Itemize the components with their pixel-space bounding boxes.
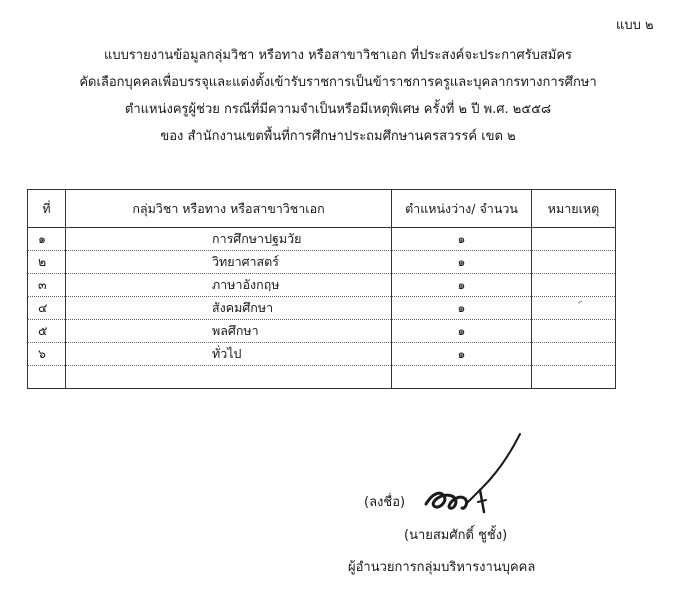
row-count: ๑ [392, 343, 532, 366]
row-subject: สังคมศึกษา [66, 297, 392, 320]
header-line-4: ของ สำนักงานเขตพื้นที่การศึกษาประถมศึกษานครสวรรค์ เขต ๒ [160, 129, 516, 144]
table-row [28, 274, 616, 297]
header-idx: ที่ [28, 190, 66, 228]
row-note [532, 343, 616, 366]
row-idx: ๑ [28, 228, 66, 251]
table-row [28, 343, 616, 366]
row-note [532, 297, 616, 320]
header-line-2: คัดเลือกบุคคลเพื่อบรรจุและแต่งตั้งเข้ารับราชการเป็นข้าราชการครูและบุคลากรทางการศึกษา [79, 75, 597, 90]
vacancy-table [27, 189, 616, 389]
row-note [532, 366, 616, 389]
table-row [28, 251, 616, 274]
row-idx: ๔ [28, 297, 66, 320]
row-idx: ๓ [28, 274, 66, 297]
row-count: ๑ [392, 251, 532, 274]
row-idx: ๕ [28, 320, 66, 343]
document-header [0, 42, 676, 150]
stray-mark [578, 300, 584, 304]
row-note [532, 228, 616, 251]
table-row [28, 320, 616, 343]
row-count: ๑ [392, 274, 532, 297]
table-header-row [28, 190, 616, 228]
row-note [532, 320, 616, 343]
row-subject: พลศึกษา [66, 320, 392, 343]
form-code: แบบ ๒ [616, 18, 654, 33]
header-note: หมายเหตุ [532, 190, 616, 228]
handwritten-signature [420, 430, 540, 520]
table-row [28, 228, 616, 251]
row-subject: การศึกษาปฐมวัย [66, 228, 392, 251]
row-subject: วิทยาศาสตร์ [66, 251, 392, 274]
row-idx [28, 366, 66, 389]
header-line-3: ตำแหน่งครูผู้ช่วย กรณีที่มีความจำเป็นหรือมีเหตุพิเศษ ครั้งที่ ๒ ปี พ.ศ. ๒๕๕๘ [124, 102, 552, 117]
header-subject: กลุ่มวิชา หรือทาง หรือสาขาวิชาเอก [66, 190, 392, 228]
row-idx: ๒ [28, 251, 66, 274]
row-count: ๑ [392, 320, 532, 343]
row-note [532, 274, 616, 297]
row-idx: ๖ [28, 343, 66, 366]
signatory-title: ผู้อำนวยการกลุ่มบริหารงานบุคคล [348, 560, 536, 575]
row-count: ๑ [392, 297, 532, 320]
header-line-1: แบบรายงานข้อมูลกลุ่มวิชา หรือทาง หรือสาขาวิชาเอก ที่ประสงค์จะประกาศรับสมัคร [103, 48, 573, 63]
row-subject [66, 366, 392, 389]
header-count: ตำแหน่งว่าง/ จำนวน [392, 190, 532, 228]
table-row [28, 297, 616, 320]
table-row-empty [28, 366, 616, 389]
row-subject: ทั่วไป [66, 343, 392, 366]
row-subject: ภาษาอังกฤษ [66, 274, 392, 297]
row-note [532, 251, 616, 274]
row-count: ๑ [392, 228, 532, 251]
signature-label: (ลงชื่อ) [364, 495, 406, 510]
row-count [392, 366, 532, 389]
signatory-name: (นายสมศักดิ์ ชูชั้ง) [404, 528, 508, 543]
